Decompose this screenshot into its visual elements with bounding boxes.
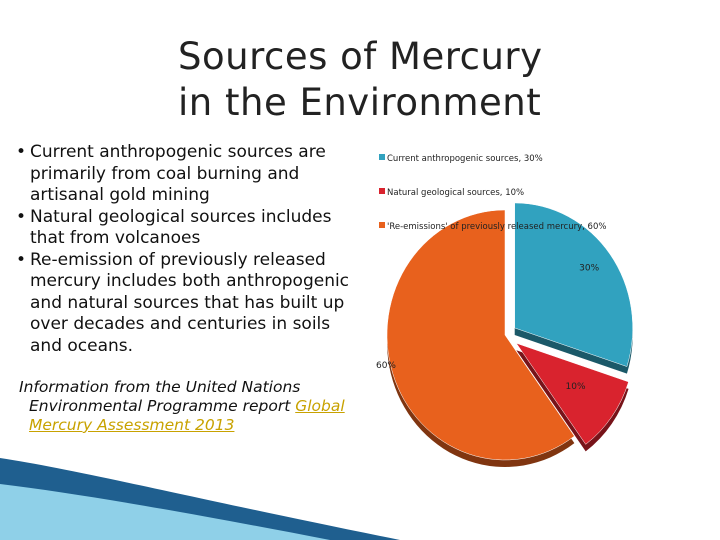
bullet-item: • Natural geological sources includes that from volcanoes bbox=[12, 207, 352, 250]
source-line-1: Information from the United Nations bbox=[19, 378, 301, 396]
pie-slice-label: 30% bbox=[579, 263, 600, 274]
slide-title-line-2: in the Environment bbox=[178, 81, 542, 124]
legend-swatch bbox=[379, 222, 385, 228]
legend-swatch bbox=[379, 154, 385, 160]
slide-title-line-1: Sources of Mercury bbox=[178, 35, 543, 78]
pie-slice-label: 60% bbox=[375, 361, 397, 371]
pie-chart bbox=[360, 135, 720, 480]
bullet-item: • Current anthropogenic sources are primarily from coal burning and artisanal gold mining bbox=[12, 142, 352, 207]
decorative-wave bbox=[0, 450, 400, 540]
source-line-2-text: Environmental Programme report bbox=[29, 397, 296, 415]
source-line-2 bbox=[19, 397, 359, 435]
source-note bbox=[19, 378, 359, 435]
legend-swatch bbox=[379, 188, 385, 194]
pie-slice-label: 10% bbox=[565, 381, 586, 392]
source-report-link[interactable]: Global Mercury Assessment 2013 bbox=[29, 397, 345, 434]
pie-layer bbox=[376, 203, 633, 467]
legend-label: 'Re-emissions' of previously released mercury, 60% bbox=[387, 222, 607, 232]
bullet-list bbox=[12, 142, 352, 357]
legend-label: Natural geological sources, 10% bbox=[387, 188, 525, 198]
bullet-item: • Re-emission of previously released mercury includes both anthropogenic and natural sources that has built up over decades and centuries in soils and oceans. bbox=[12, 250, 352, 358]
legend-label: Current anthropogenic sources, 30% bbox=[387, 154, 543, 164]
slide-title bbox=[178, 34, 578, 126]
